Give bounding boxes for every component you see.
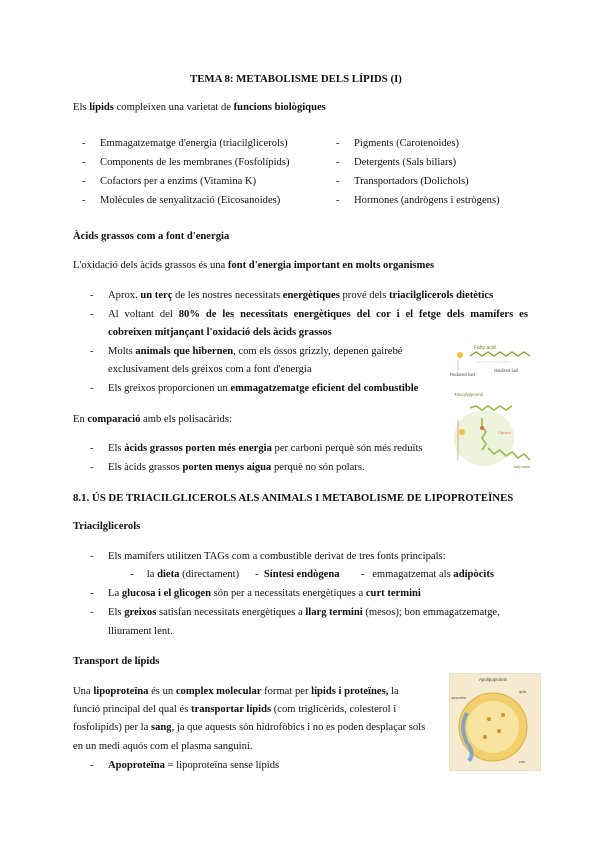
triacylglycerol-figure (448, 388, 540, 480)
subsection-heading-triacilglicerols: Triacilglicerols (73, 521, 141, 532)
list-item: Els àcids grassos porten menys aigua perquè no són polars. (108, 462, 365, 473)
list-item: Els àcids grassos porten més energia per carboni perquè són més reduïts (108, 443, 423, 454)
svg-text:apoprotein: apoprotein (451, 696, 467, 700)
svg-text:Glycerol: Glycerol (498, 431, 512, 435)
reduced-fuel-label: Reduced fuel (450, 372, 475, 377)
list-item: Hormones (andrògens i estrògens) (354, 195, 500, 206)
lipoprotein-paragraph-line2: funció principal del qual és transportar lípids (com triglicèrids, colesterol i (73, 704, 397, 715)
lipoprotein-figure (449, 673, 541, 771)
list-item-continuation: lliurament lent. (108, 626, 173, 637)
svg-text:fatty acids: fatty acids (514, 465, 531, 469)
triacylglycerol-label: Triacylglycerol (454, 392, 484, 397)
section-heading-fatty-acids: Àcids grassos com a font d'energia (73, 231, 230, 242)
list-item: Els greixos proporcionen un emmagatzematge eficient del combustible (108, 383, 419, 394)
list-item: Emmagatzematge d'energia (triacilglicerols) (100, 138, 288, 149)
list-item: Detergents (Sals biliars) (354, 157, 457, 168)
list-item: Components de les membranes (Fosfolípids) (100, 157, 290, 168)
svg-text:core: core (519, 760, 526, 764)
list-item-continuation: exclusivament dels greixos com a font d'energia (108, 364, 312, 375)
list-item-continuation: cobreixen mitjançant l'oxidació dels àcids grassos (108, 327, 332, 338)
list-item: Pigments (Carotenoides) (354, 138, 460, 149)
oxidized-fuel-label: Oxidized fuel (494, 368, 519, 373)
list-item: Aprox. un terç de les nostres necessitats energètiques prové dels triacilglicerols dietètics (108, 290, 494, 301)
list-item: Al voltant del 80% de les necessitats energètiques del cor i el fetge dels mamífers es (108, 309, 529, 320)
apolipoprotein-label: Apolipoprotein (479, 677, 508, 682)
list-item: Cofactors per a enzims (Vitamina K) (100, 176, 257, 187)
document-page: TEMA 8: METABOLISME DELS LÍPIDS (I) Els lípids compleixen una varietat de funcions biològiques - Emmagatzematge d'energia (triacilglicerols) - Components de les membranes (Fosfolípids) - Cofactors per a enzims (Vitamina K) - Molècules de senyalització (Eicosanoides) - Pigments (Carotenoides) - Detergents (Sals biliars) - Transportadors (Dolichols) - Hormones (andrògens i estrògens) Àcids grassos com a font d'energia L'oxidació dels àcids grassos és una font d'energia important en molts organismes - Aprox. un terç de les nostres necessitats energètiques prové dels triacilglicerols dietètics - Al voltant del 80% de les necessitats energètiques del cor i el fetge dels mamífers es cobreixen mitjançant l'oxidació dels àcids grassos - Molts animals que hibernen, com els óssos grizzly, depenen gairebé exclusivament dels greixos com a font d'energia - Els greixos proporcionen un emmagatzematge eficient del combustible En comparació amb els polisacàrids: - Els àcids grassos porten més energia per carboni perquè són més reduïts - Els àcids grassos porten menys aigua perquè no són polars. Fatty acid Reduced fuel Oxidized fuel Triacylglycerol Glycerol fatty acids 8.1. ÚS DE TRIACILGLICEROLS ALS ANIMALS I METABOLISME DE LIPOPROTEÏNES Triacilglicerols - Els mamífers utilitzen TAGs com a combustible derivat de tres fonts principals: - la dieta (directament) - Síntesi endògena - emmagatzemat als adipòcits - La glucosa i el glicogen són per a necessitats energètiques a curt termini - Els greixos satisfan necessitats energètiques a llarg termini (mesos); bon emmagatzematge, lliurament lent. Transport de lípids Una lipoproteïna és un complex molecular format per lípids i proteïnes, la funció principal del qual és transportar lípids (com triglicèrids, colesterol i fosfolípids) per la sang, ja que aquests són hidrofòbics i no es poden desplaçar sols en un medi aquós com el plasma sanguini. - Apoproteïna = lipoproteïna sense lípids Apolipoprotein apoprotein lipids core (0, 0, 600, 848)
subsection-heading-transport: Transport de lípids (73, 656, 160, 667)
carboxyl-group (457, 352, 463, 358)
page-title: TEMA 8: METABOLISME DELS LÍPIDS (I) (190, 73, 402, 85)
lipoprotein-paragraph-line1: Una lipoproteïna és un complex molecular format per lípids i proteïnes, la (73, 686, 399, 697)
fatty-acid-figure (448, 340, 538, 386)
section-heading-8-1: 8.1. ÚS DE TRIACILGLICEROLS ALS ANIMALS I METABOLISME DE LIPOPROTEÏNES (73, 492, 514, 504)
intro-text: Els lípids compleixen una varietat de funcions biològiques (73, 102, 326, 113)
fuel-sentence: L'oxidació dels àcids grassos és una font d'energia important en molts organismes (73, 260, 435, 271)
sources-list: - la dieta (directament) - Síntesi endògena - emmagatzemat als adipòcits (130, 569, 495, 580)
comparison-intro: En comparació amb els polisacàrids: (73, 414, 232, 425)
lipoprotein-paragraph-line4: en un medi aquós com el plasma sanguini. (73, 741, 253, 752)
fatty-acid-label: Fatty acid (474, 345, 496, 351)
list-item: Molts animals que hibernen, com els óssos grizzly, depenen gairebé (108, 346, 403, 357)
list-item: Apoproteïna = lipoproteïna sense lípids (108, 760, 280, 771)
list-item: La glucosa i el glicogen són per a necessitats energètiques a curt termini (108, 588, 421, 599)
list-item: Els mamífers utilitzen TAGs com a combustible derivat de tres fonts principals: (108, 551, 446, 562)
list-item: Transportadors (Dolichols) (354, 176, 469, 187)
list-item: Els greixos satisfan necessitats energètiques a llarg termini (mesos); bon emmagatzematge, (108, 607, 500, 618)
lipoprotein-paragraph-line3: fosfolípids) per la sang, ja que aquests són hidrofòbics i no es poden desplaçar sols (73, 722, 426, 733)
list-item: Molècules de senyalització (Eicosanoides) (100, 195, 281, 206)
svg-text:lipids: lipids (519, 690, 527, 694)
glycerol-backbone-halo (454, 410, 514, 466)
